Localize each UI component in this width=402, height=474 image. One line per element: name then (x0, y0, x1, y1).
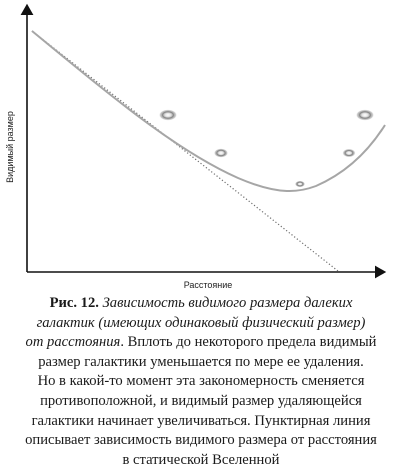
caption-line-4: размер галактики уменьшается по мере ее удаления. (38, 353, 364, 370)
caption-line-6: противоположной, и видимый размер удаляющейся (40, 392, 362, 409)
series-dotted-line (32, 31, 338, 271)
series-solid-line (32, 31, 385, 191)
caption-line-5: Но в какой-то момент эта закономерность сменяется (37, 373, 365, 390)
galaxy-5 (356, 110, 374, 121)
caption-text-1: . Вплоть до некоторого предела видимый (120, 334, 377, 351)
figure-caption (0, 294, 402, 470)
x-axis-label: Расстояние (183, 280, 233, 290)
caption-title-2: галактик (имеющих одинаковый физический размер) (36, 314, 366, 331)
caption-label: Рис. 12 (49, 295, 96, 311)
galaxy-1 (159, 110, 177, 121)
caption-title-1: Зависимость видимого размера далеких (102, 295, 353, 311)
caption-line-3 (0, 333, 402, 353)
caption-line-2 (0, 314, 402, 334)
galaxies-group (159, 110, 374, 188)
caption-line-9: в статической Вселенной (122, 451, 280, 468)
caption-title-3: от расстояния (25, 334, 121, 351)
caption-line-1: Рис. 12. Зависимость видимого размера далеких (49, 295, 353, 311)
y-axis-label: Видимый размер (5, 111, 15, 183)
caption-line-7: галактики начинает увеличиваться. Пунктирная линия (31, 412, 371, 429)
caption-line-8: описывает зависимость видимого размера от расстояния (25, 432, 377, 449)
